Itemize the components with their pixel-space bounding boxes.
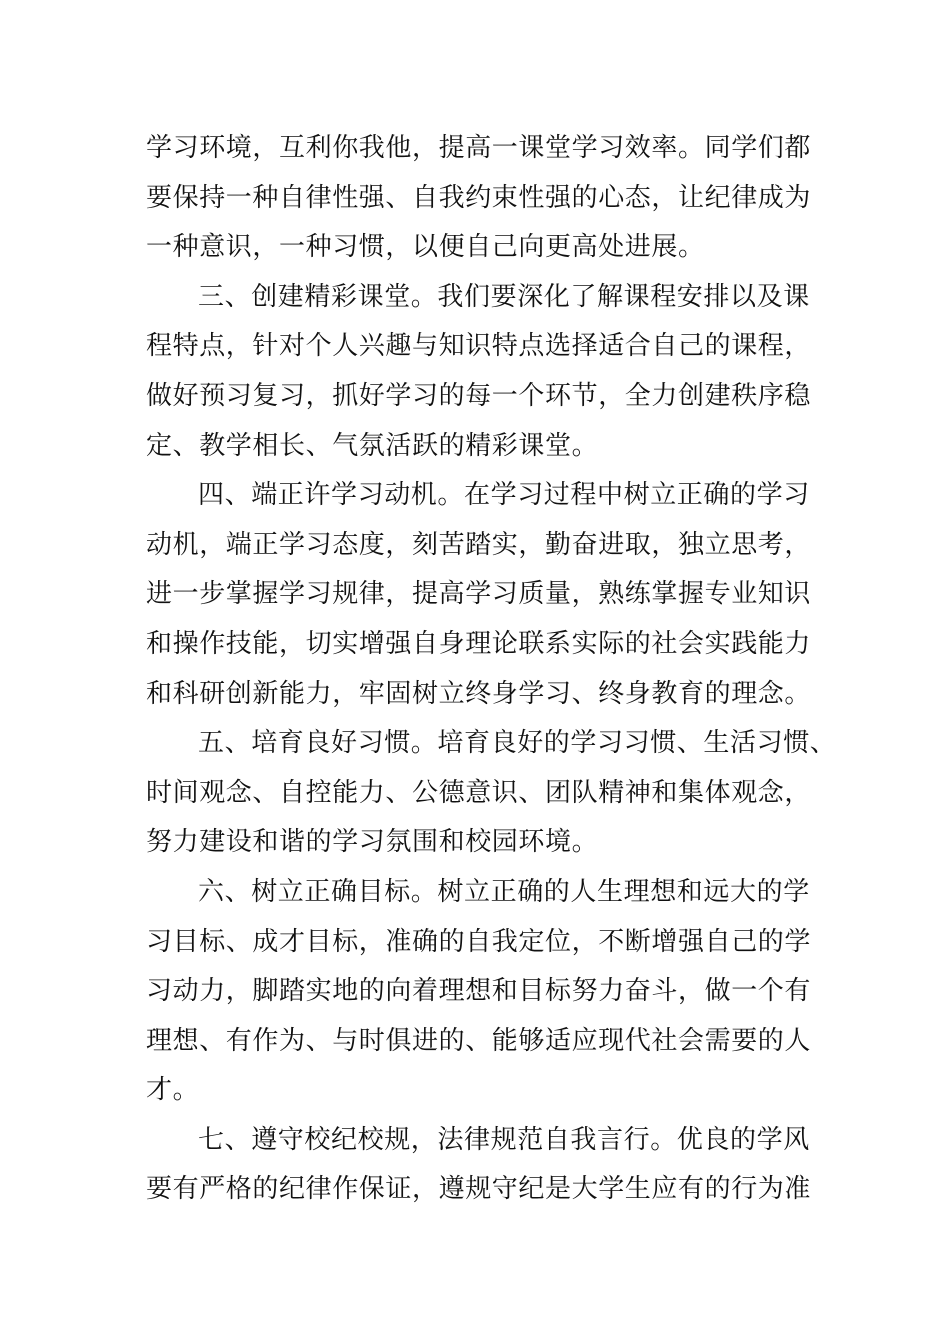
section-heading-line: 四、端正许学习动机。在学习过程中树立正确的学习 xyxy=(198,480,810,511)
section-heading-line: 七、遵守校纪校规，法律规范自我言行。优良的学风 xyxy=(198,1124,810,1155)
text-line: 定、教学相长、气氛活跃的精彩课堂。 xyxy=(146,430,599,461)
text-line: 一种意识，一种习惯，以便自己向更高处进展。 xyxy=(146,232,705,263)
text-line: 学习环境，互利你我他，提高一课堂学习效率。同学们都 xyxy=(146,133,812,163)
text-line: 做好预习复习，抓好学习的每一个环节，全力创建秩序稳 xyxy=(146,380,812,411)
text-line: 才。 xyxy=(146,1075,200,1106)
text-line: 要保持一种自律性强、自我约束性强的心态，让纪律成为 xyxy=(146,182,812,213)
text-line: 习目标、成才目标，准确的自我定位，不断增强自己的学 xyxy=(146,926,812,957)
text-line: 程特点，针对个人兴趣与知识特点选择适合自己的课程， xyxy=(146,331,812,362)
text-line: 进一步掌握学习规律，提高学习质量，熟练掌握专业知识 xyxy=(146,579,812,610)
document-body xyxy=(146,124,837,1215)
section-heading-line: 三、创建精彩课堂。我们要深化了解课程安排以及课 xyxy=(198,281,810,312)
text-line: 时间观念、自控能力、公德意识、团队精神和集体观念， xyxy=(146,777,812,808)
section-heading-line: 五、培育良好习惯。培育良好的学习习惯、生活习惯、 xyxy=(198,728,837,759)
text-line: 动机，端正学习态度，刻苦踏实，勤奋进取，独立思考， xyxy=(146,529,812,560)
text-line: 要有严格的纪律作保证，遵规守纪是大学生应有的行为准 xyxy=(146,1174,812,1205)
text-line: 习动力，脚踏实地的向着理想和目标努力奋斗，做一个有 xyxy=(146,976,812,1007)
text-line: 理想、有作为、与时俱进的、能够适应现代社会需要的人 xyxy=(146,1025,812,1056)
text-line: 努力建设和谐的学习氛围和校园环境。 xyxy=(146,827,599,858)
text-line: 和操作技能，切实增强自身理论联系实际的社会实践能力 xyxy=(146,628,812,659)
text-line: 和科研创新能力，牢固树立终身学习、终身教育的理念。 xyxy=(146,678,812,709)
section-heading-line: 六、树立正确目标。树立正确的人生理想和远大的学 xyxy=(198,876,810,907)
